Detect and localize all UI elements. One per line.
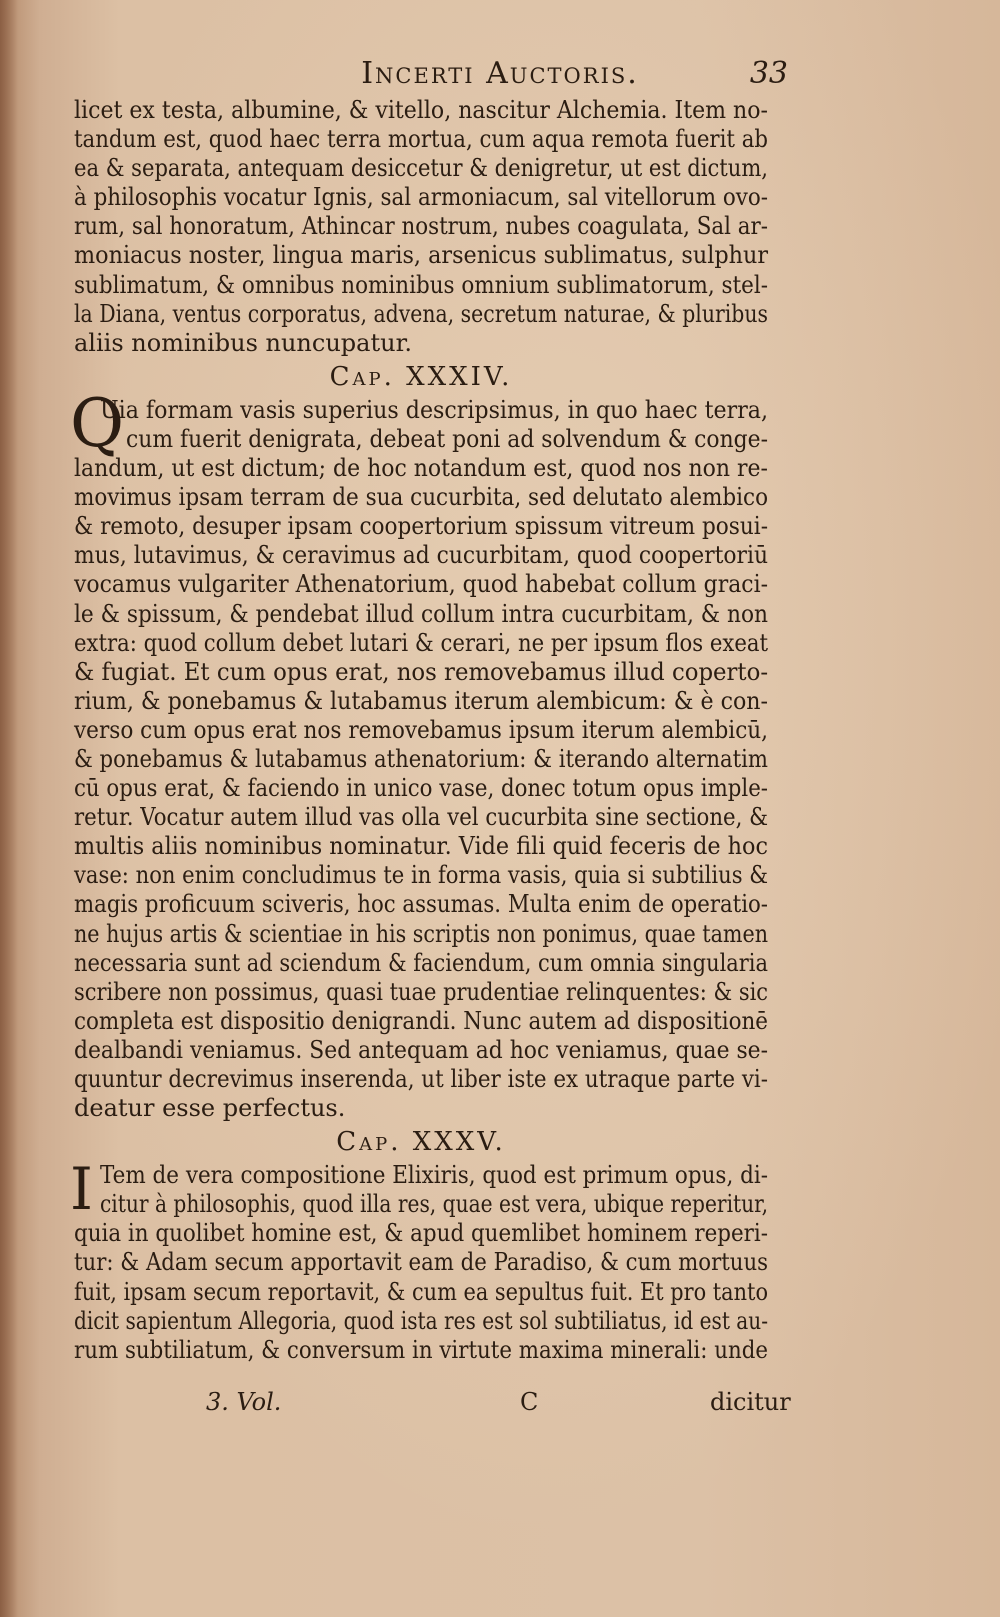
- text-line: scribere non possimus, quasi tuae prudentiae relinquentes: & sic: [74, 977, 769, 1006]
- text-line: rum subtiliatum, & conversum in virtute maxima minerali: unde: [74, 1335, 768, 1364]
- text-line: retur. Vocatur autem illud vas olla vel cucurbita sine sectione, &: [74, 803, 769, 832]
- text-line: necessaria sunt ad sciendum & faciendum, cum omnia singularia: [74, 948, 769, 977]
- text-line: tur: & Adam secum apportavit eam de Paradiso, & cum mortuus: [74, 1248, 769, 1277]
- text-line: cum fuerit denigrata, debeat poni ad solvendum & conge-: [126, 424, 768, 453]
- drop-cap: I: [70, 1155, 93, 1224]
- text-line: landum, ut est dictum; de hoc notandum est, quod nos non re-: [74, 454, 768, 483]
- chapter-heading: Cap. XXXIV.: [329, 361, 513, 392]
- text-line: vocamus vulgariter Athenatorium, quod habebat collum graci-: [74, 570, 769, 599]
- text-line: citur à philosophis, quod illa res, quae est vera, ubique reperitur,: [100, 1190, 769, 1219]
- text-line: & fugiat. Et cum opus erat, nos removebamus illud coperto-: [74, 657, 769, 686]
- text-line: & ponebamus & lutabamus athenatorium: & iterando alternatim: [74, 744, 768, 773]
- text-line: sublimatum, & omnibus nominibus omnium sublimatorum, stel-: [74, 270, 768, 299]
- text-line: fuit, ipsam secum reportavit, & cum ea sepultus fuit. Et pro tanto: [74, 1277, 769, 1306]
- text-line: deatur esse perfectus.: [74, 1094, 346, 1123]
- text-line: magis proficuum sciveris, hoc assumas. Multa enim de operatio-: [74, 890, 768, 919]
- text-line: & remoto, desuper ipsam coopertorium spissum vitreum posui-: [74, 512, 768, 541]
- text-line: ea & separata, antequam desiccetur & denigretur, ut est dictum,: [74, 154, 769, 183]
- text-line: movimus ipsam terram de sua cucurbita, sed delutato alembico: [74, 483, 769, 512]
- text-line: le & spissum, & pendebat illud collum intra cucurbitam, & non: [74, 599, 769, 628]
- chapter-35-body: [70, 1155, 769, 1365]
- paragraph-continued: [74, 96, 768, 358]
- text-line: Tem de vera compositione Elixiris, quod est primum opus, di-: [100, 1161, 768, 1190]
- text-line: rum, sal honoratum, Athincar nostrum, nubes coagulata, Sal ar-: [74, 212, 768, 241]
- text-line: verso cum opus erat nos removebamus ipsum iterum alembicū,: [74, 715, 769, 744]
- volume-signature: 3. Vol.: [206, 1388, 282, 1416]
- page-number: 33: [749, 56, 788, 91]
- text-line: mus, lutavimus, & ceravimus ad cucurbitam, quod coopertoriū: [74, 541, 768, 570]
- text-line: à philosophis vocatur Ignis, sal armoniacum, sal vitellorum ovo-: [74, 183, 769, 212]
- chapter-34-body: [70, 384, 769, 1123]
- catchword: dicitur: [710, 1388, 791, 1416]
- text-block: [70, 96, 769, 1365]
- text-line: Uia formam vasis superius descripsimus, in quo haec terra,: [100, 395, 769, 424]
- page-footer: [0, 1388, 1000, 1418]
- text-line: licet ex testa, albumine, & vitello, nascitur Alchemia. Item no-: [74, 96, 768, 124]
- text-line: moniacus noster, lingua maris, arsenicus sublimatus, sulphur: [74, 241, 769, 270]
- chapter-heading: Cap. XXXV.: [336, 1127, 506, 1158]
- running-title: Incerti Auctoris.: [361, 56, 639, 91]
- text-line: quuntur decrevimus inserenda, ut liber iste ex utraque parte vi-: [74, 1065, 769, 1093]
- running-head: [0, 56, 1000, 96]
- text-line: tandum est, quod haec terra mortua, cum aqua remota fuerit ab: [74, 125, 769, 154]
- text-line: completa est dispositio denigrandi. Nunc autem ad dispositionē: [74, 1006, 769, 1035]
- text-line: rium, & ponebamus & lutabamus iterum alembicum: & è con-: [74, 686, 769, 715]
- text-line: la Diana, ventus corporatus, advena, secretum naturae, & pluribus: [74, 299, 769, 328]
- text-line: extra: quod collum debet lutari & cerari, ne per ipsum flos exeat: [74, 628, 769, 657]
- signature-mark: C: [520, 1388, 539, 1416]
- text-line: quia in quolibet homine est, & apud quemlibet hominem reperi-: [74, 1219, 769, 1248]
- text-line: cū opus erat, & faciendo in unico vase, donec totum opus imple-: [74, 774, 768, 803]
- text-line: ne hujus artis & scientiae in his scriptis non ponimus, quae tamen: [74, 919, 769, 948]
- drop-cap: Q: [70, 384, 125, 462]
- text-line: vase: non enim concludimus te in forma vasis, quia si subtilius &: [74, 861, 769, 890]
- text-line: aliis nominibus nuncupatur.: [74, 328, 413, 357]
- text-line: dicit sapientum Allegoria, quod ista res est sol subtiliatus, id est au-: [74, 1306, 769, 1335]
- text-line: multis aliis nominibus nominatur. Vide fili quid feceris de hoc: [74, 832, 768, 861]
- text-line: dealbandi veniamus. Sed antequam ad hoc veniamus, quae se-: [74, 1035, 769, 1064]
